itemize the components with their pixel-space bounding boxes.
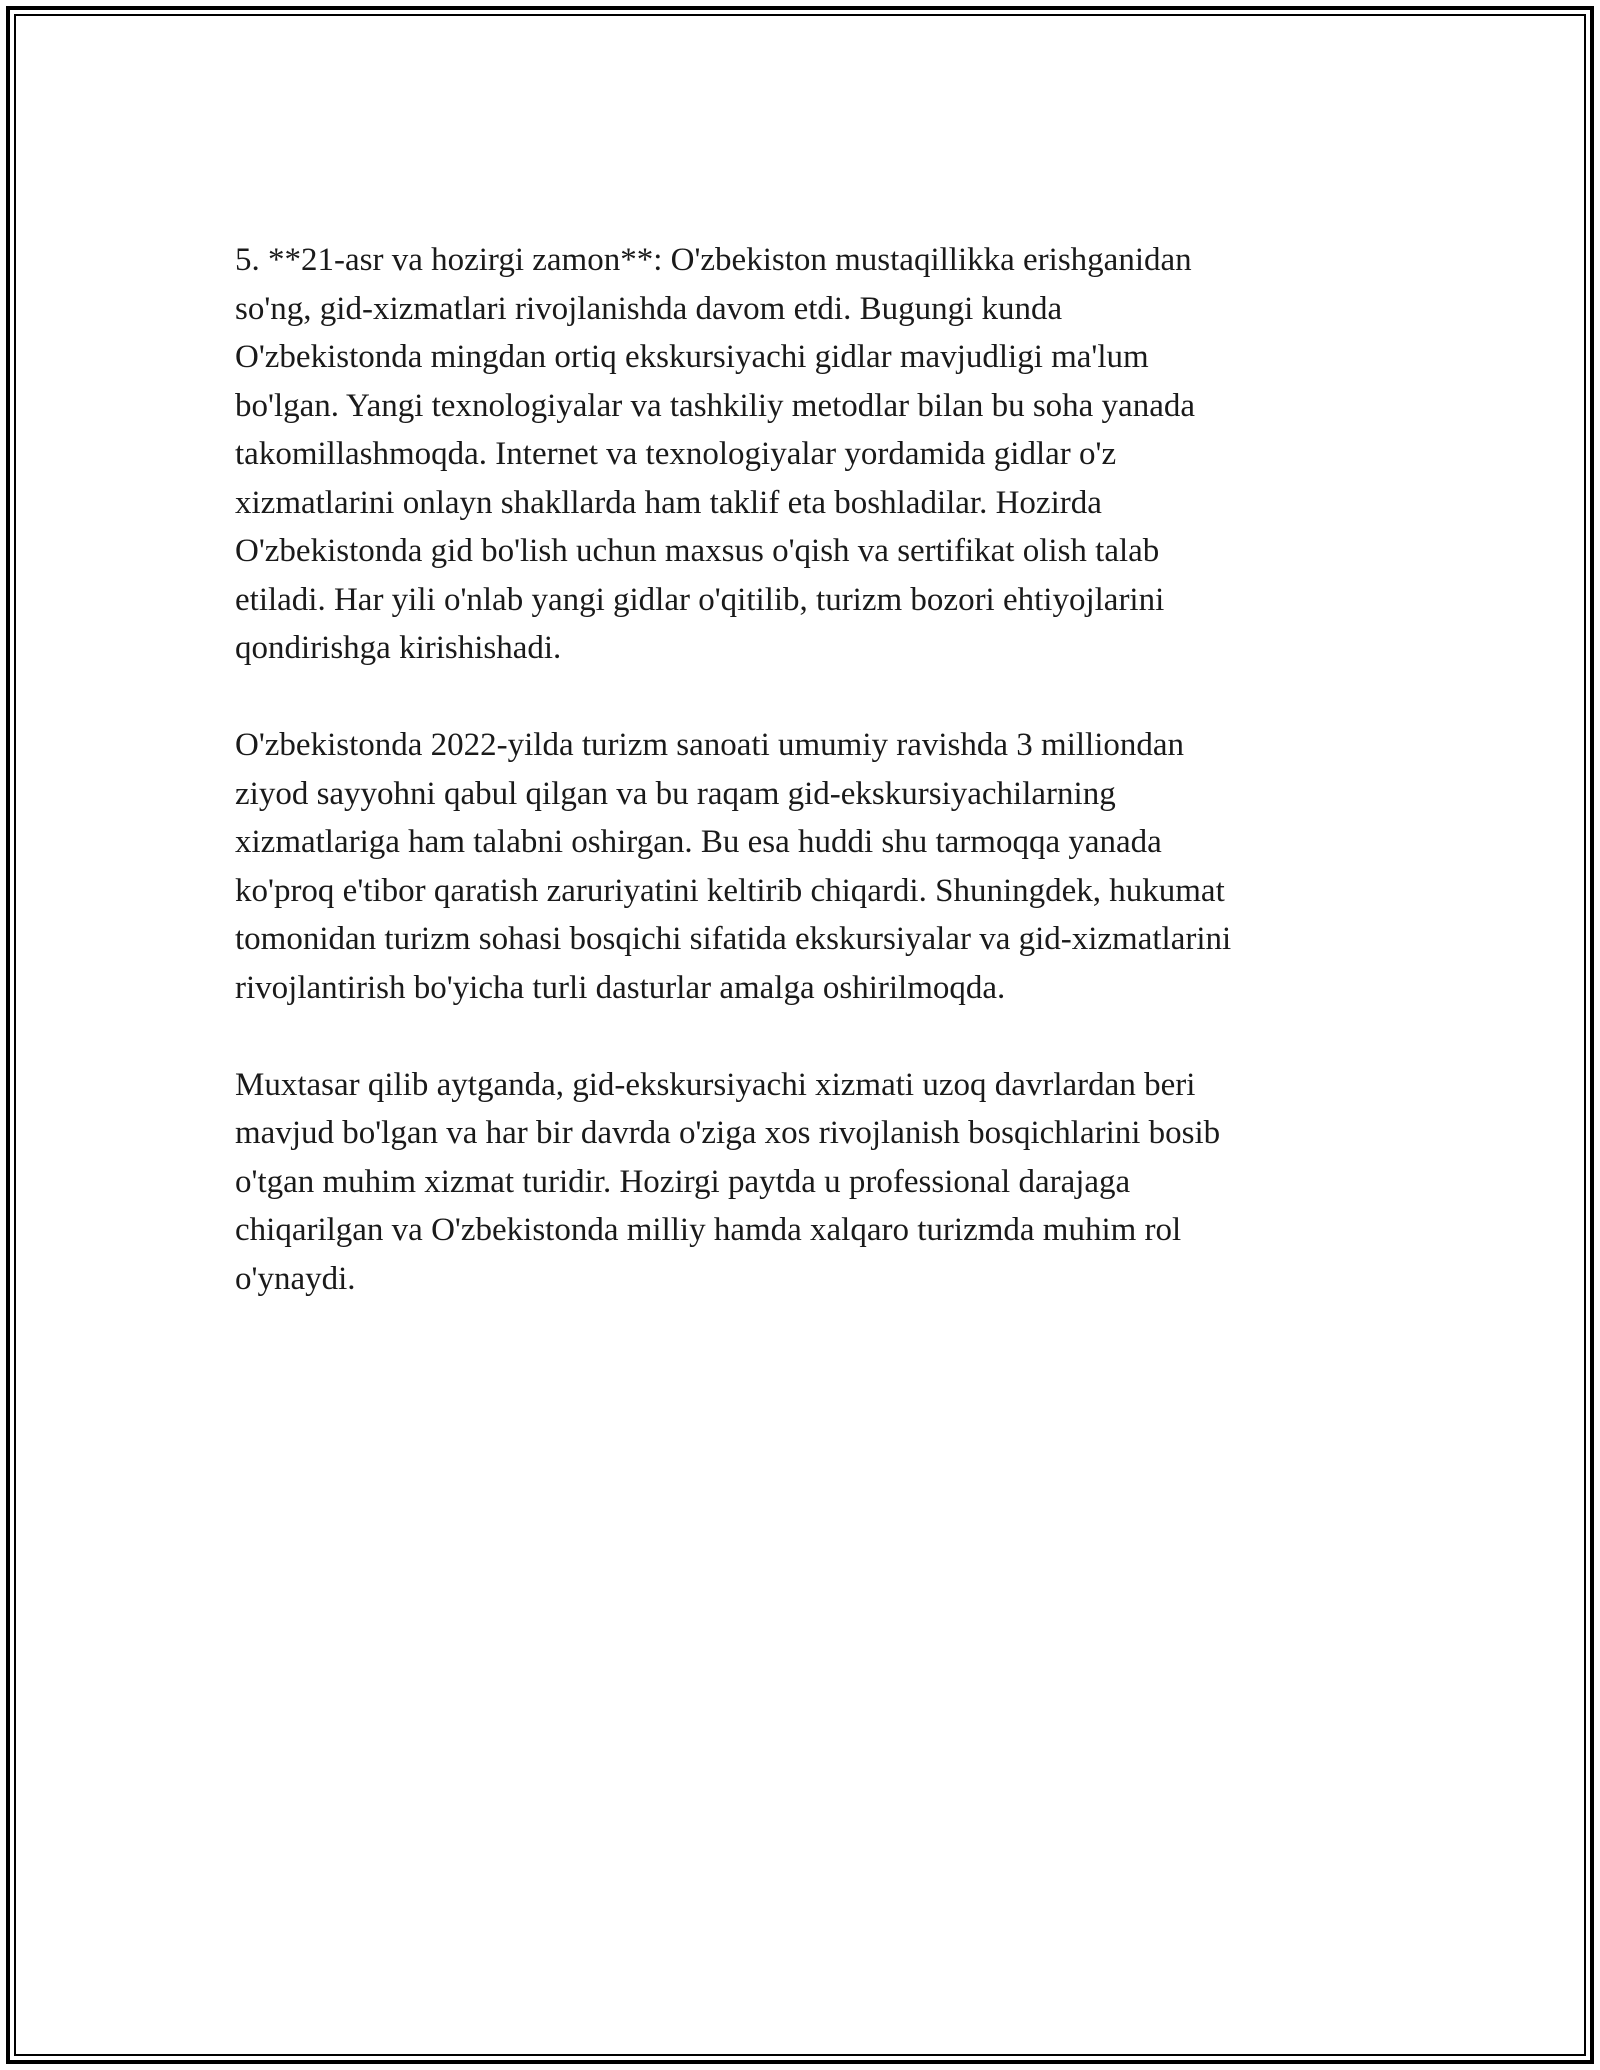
paragraph-tourism-2022: O'zbekistonda 2022-yilda turizm sanoati umumiy ravishda 3 milliondan ziyod sayyohni qabul qilgan va bu raqam gid-ekskursiyachilarning xizmatlariga ham talabni oshirgan. Bu esa huddi shu tarmoqqa yanada ko'proq e'tibor qaratish zaruriyatini keltirib chiqardi. Shuningdek, hukumat tomonidan turizm sohasi bosqichi sifatida ekskursiyalar va gid-xizmatlarini rivojlantirish bo'yicha turli dasturlar amalga oshirilmoqda.	[235, 727, 1232, 1006]
paragraph-conclusion: Muxtasar qilib aytganda, gid-ekskursiyachi xizmati uzoq davrlardan beri mavjud bo'lgan va har bir davrda o'ziga xos rivojlanish bosqichlarini bosib o'tgan muhim xizmat turidir. Hozirgi paytda u professional darajaga chiqarilgan va O'zbekistonda milliy hamda xalqaro turizmda muhim rol o'ynaydi.	[235, 1066, 1221, 1297]
paragraph-modern-era: 5. **21-asr va hozirgi zamon**: O'zbekiston mustaqillikka erishganidan so'ng, gid-xizmatlari rivojlanishda davom etdi. Bugungi kunda O'zbekistonda mingdan ortiq ekskursiyachi gidlar mavjudligi ma'lum bo'lgan. Yangi texnologiyalar va tashkiliy metodlar bilan bu soha yanada takomillashmoqda. Internet va texnologiyalar yordamida gidlar o'z xizmatlarini onlayn shakllarda ham taklif eta boshladilar. Hozirda O'zbekistonda gid bo'lish uchun maxsus o'qish va sertifikat olish talab etiladi. Har yili o'nlab yangi gidlar o'qitilib, turizm bozori ehtiyojlarini qondirishga kirishishadi.	[235, 242, 1195, 666]
document-body	[235, 236, 1345, 1352]
